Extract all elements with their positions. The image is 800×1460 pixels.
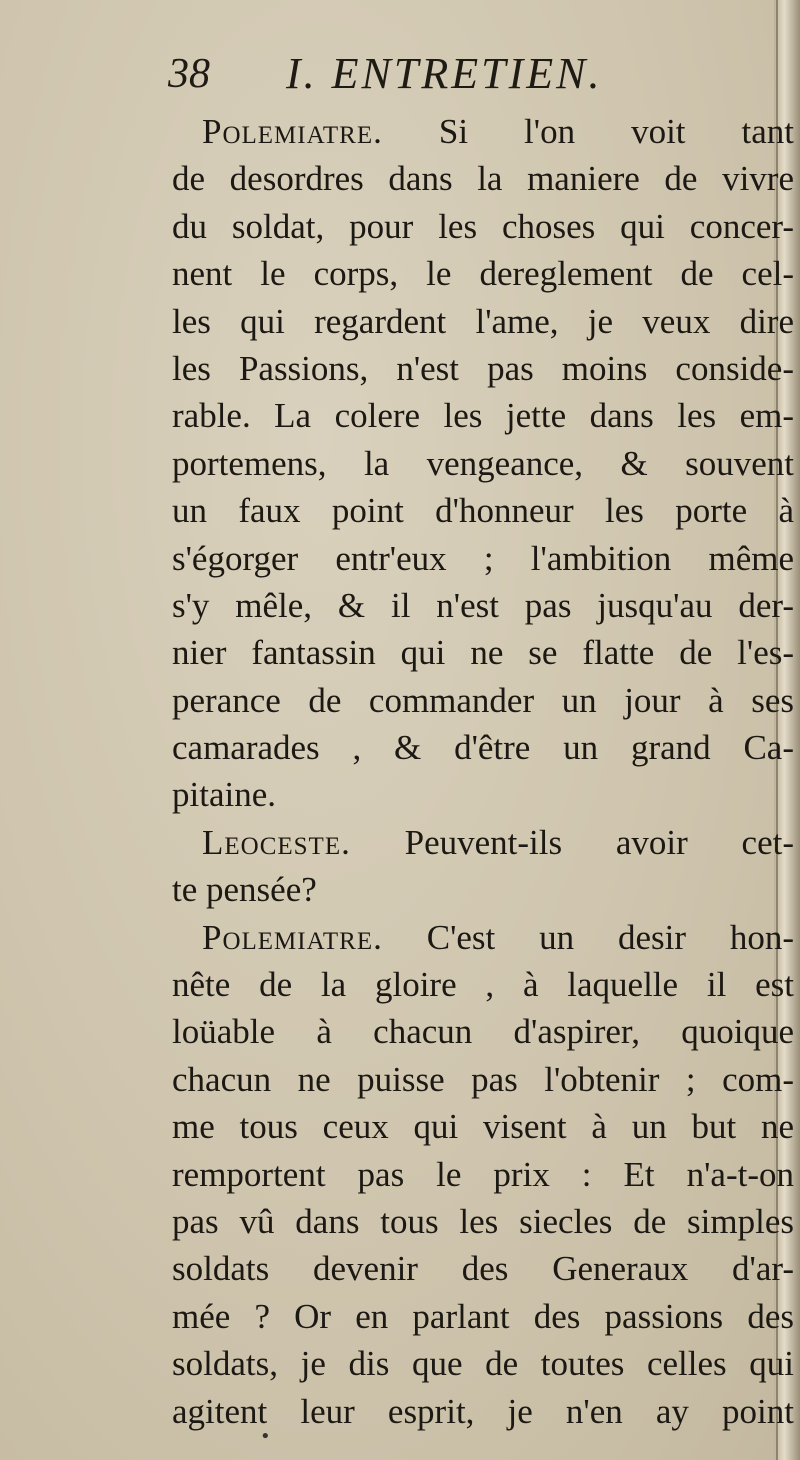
text-line: [172, 108, 794, 155]
line-text: te pensée?: [172, 870, 317, 910]
line-text: Si l'on voit tant: [438, 112, 795, 151]
line-text: Peuvent-ils avoir cet-: [404, 822, 794, 862]
text-line: [172, 535, 794, 582]
text-line: [172, 677, 794, 724]
text-line: [172, 582, 794, 629]
text-line: [172, 1293, 794, 1340]
line-text: du soldat, pour les choses qui concer-: [172, 206, 794, 246]
line-text: remportent pas le prix : Et n'a-t-on: [172, 1154, 794, 1194]
text-line: [172, 771, 794, 818]
line-text: agitent leur esprit, je n'en ay point: [172, 1391, 794, 1431]
line-text: perance de commander un jour à ses: [172, 680, 794, 720]
text-line: [172, 1245, 794, 1292]
text-line: [172, 914, 794, 961]
line-text: me tous ceux qui visent à un but ne: [172, 1107, 794, 1147]
ink-speck: •: [260, 1426, 271, 1447]
text-line: [172, 1340, 794, 1387]
speaker-name: Polemiatre.: [202, 917, 383, 957]
page-header: [168, 48, 728, 106]
text-line: [172, 392, 794, 439]
line-text: nête de la gloire , à laquelle il est: [172, 965, 794, 1005]
running-title: I. ENTRETIEN.: [286, 49, 603, 98]
text-line: [172, 1008, 794, 1055]
text-line: [172, 629, 794, 676]
speaker-name: Polemiatre.: [202, 112, 383, 151]
line-text: s'y mêle, & il n'est pas jusqu'au der-: [172, 585, 794, 625]
text-line: [172, 1198, 794, 1245]
text-line: [172, 1151, 794, 1198]
page-number: 38: [168, 51, 210, 97]
text-line: [172, 155, 794, 202]
line-text: soldats devenir des Generaux d'ar-: [172, 1249, 794, 1289]
line-text: C'est un desir hon-: [426, 917, 794, 957]
line-text: nier fantassin qui ne se flatte de l'es-: [172, 633, 794, 673]
line-text: soldats, je dis que de toutes celles qui: [172, 1344, 794, 1384]
text-line: [172, 203, 794, 250]
line-text: chacun ne puisse pas l'obtenir ; com-: [172, 1059, 794, 1099]
line-text: un faux point d'honneur les porte à: [172, 491, 794, 531]
line-text: nent le corps, le dereglement de cel-: [172, 254, 794, 294]
line-text: camarades , & d'être un grand Ca-: [172, 728, 794, 768]
line-text: les qui regardent l'ame, je veux dire: [172, 301, 794, 341]
line-text: de desordres dans la maniere de vivre: [172, 159, 794, 199]
speaker-name: Leoceste.: [202, 822, 351, 862]
text-line: [172, 724, 794, 771]
text-line: [172, 819, 794, 866]
text-line: [172, 1103, 794, 1150]
text-line: [172, 487, 794, 534]
line-text: rable. La colere les jette dans les em-: [172, 396, 794, 436]
line-text: portemens, la vengeance, & souvent: [172, 443, 794, 483]
text-line: [172, 866, 794, 913]
text-line: [172, 250, 794, 297]
body-text: [172, 108, 795, 1447]
line-text: mée ? Or en parlant des passions des: [172, 1296, 794, 1336]
text-line: [172, 1056, 794, 1103]
line-text: pitaine.: [172, 775, 276, 815]
text-line: [172, 345, 794, 392]
text-line: [172, 298, 794, 345]
line-text: loüable à chacun d'aspirer, quoique: [172, 1012, 794, 1052]
line-text: les Passions, n'est pas moins conside-: [172, 348, 794, 388]
line-text: s'égorger entr'eux ; l'ambition même: [172, 538, 794, 578]
text-line: [172, 440, 794, 487]
line-text: pas vû dans tous les siecles de simples: [172, 1201, 794, 1241]
text-line: [172, 961, 794, 1008]
